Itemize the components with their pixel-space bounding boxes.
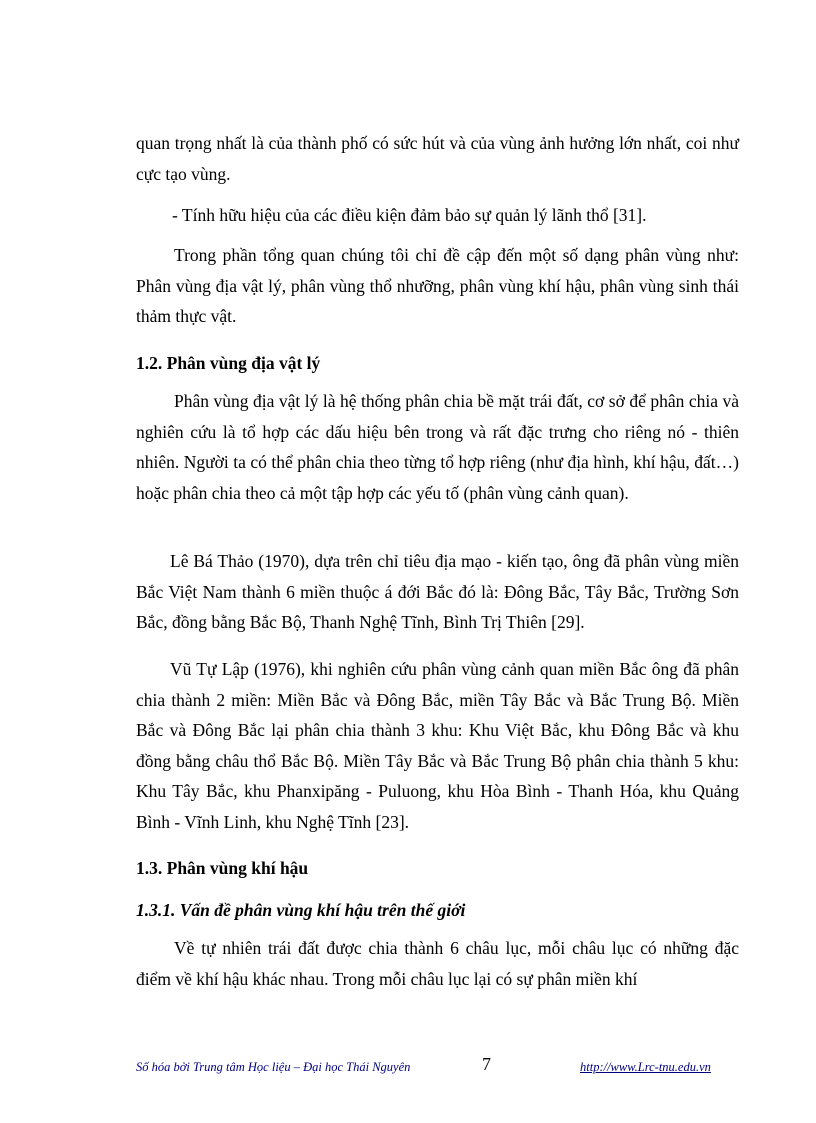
section-heading-1-3: 1.3. Phân vùng khí hậu [136,858,309,878]
subsection-heading-1-3-1: 1.3.1. Vấn đề phân vùng khí hậu trên thế giới [136,900,466,920]
paragraph-vu-tu-lap: Vũ Tự Lập (1976), khi nghiên cứu phân vùng cảnh quan miền Bắc ông đã phân chia thành 2 miền: Miền Bắc và Đông Bắc, miền Tây Bắc và Bắc Trung Bộ. Miền Bắc và Đông Bắc lại phân chia thành 3 khu: Khu Việt Bắc, khu Đông Bắc và khu đồng bằng châu thổ Bắc Bộ. Miền Tây Bắc và Bắc Trung Bộ phân chia thành 5 khu: Khu Tây Bắc, khu Phanxipăng - Puluong, khu Hòa Bình - Thanh Hóa, khu Quảng Bình - Vĩnh Linh, khu Nghệ Tĩnh [23]. [136,659,739,832]
page-number: 7 [482,1054,491,1074]
paragraph-bullet-effectiveness: - Tính hữu hiệu của các điều kiện đảm bảo sự quản lý lãnh thổ [31]. [172,205,647,225]
paragraph-climate-continents: Về tự nhiên trái đất được chia thành 6 châu lục, mỗi châu lục có những đặc điểm về khí hậu khác nhau. Trong mỗi châu lục lại có sự phân miền khí [136,938,739,989]
paragraph-le-ba-thao: Lê Bá Thảo (1970), dựa trên chỉ tiêu địa mạo - kiến tạo, ông đã phân vùng miền Bắc Việt Nam thành 6 miền thuộc á đới Bắc đó là: Đông Bắc, Tây Bắc, Trường Sơn Bắc, đồng bằng Bắc Bộ, Thanh Nghệ Tĩnh, Bình Trị Thiên [29]. [136,551,739,632]
paragraph-overview: Trong phần tổng quan chúng tôi chỉ đề cập đến một số dạng phân vùng như: Phân vùng địa vật lý, phân vùng thổ nhưỡng, phân vùng khí hậu, phân vùng sinh thái thảm thực vật. [136,245,739,326]
footer-website-link[interactable]: http://www.Lrc-tnu.edu.vn [580,1060,711,1074]
paragraph-continuation: quan trọng nhất là của thành phố có sức hút và của vùng ảnh hưởng lớn nhất, coi như cực tạo vùng. [136,133,739,184]
footer-digitized-by: Số hóa bởi Trung tâm Học liệu – Đại học Thái Nguyên [136,1060,411,1074]
section-heading-1-2: 1.2. Phân vùng địa vật lý [136,353,321,373]
paragraph-geophysical-zoning: Phân vùng địa vật lý là hệ thống phân chia bề mặt trái đất, cơ sở để phân chia và nghiên cứu là tổ hợp các dấu hiệu bên trong và rất đặc trưng cho riêng nó - thiên nhiên. Người ta có thể phân chia theo từng tổ hợp riêng (như địa hình, khí hậu, đất…) hoặc phân chia theo cả một tập hợp các yếu tố (phân vùng cảnh quan). [136,391,739,503]
